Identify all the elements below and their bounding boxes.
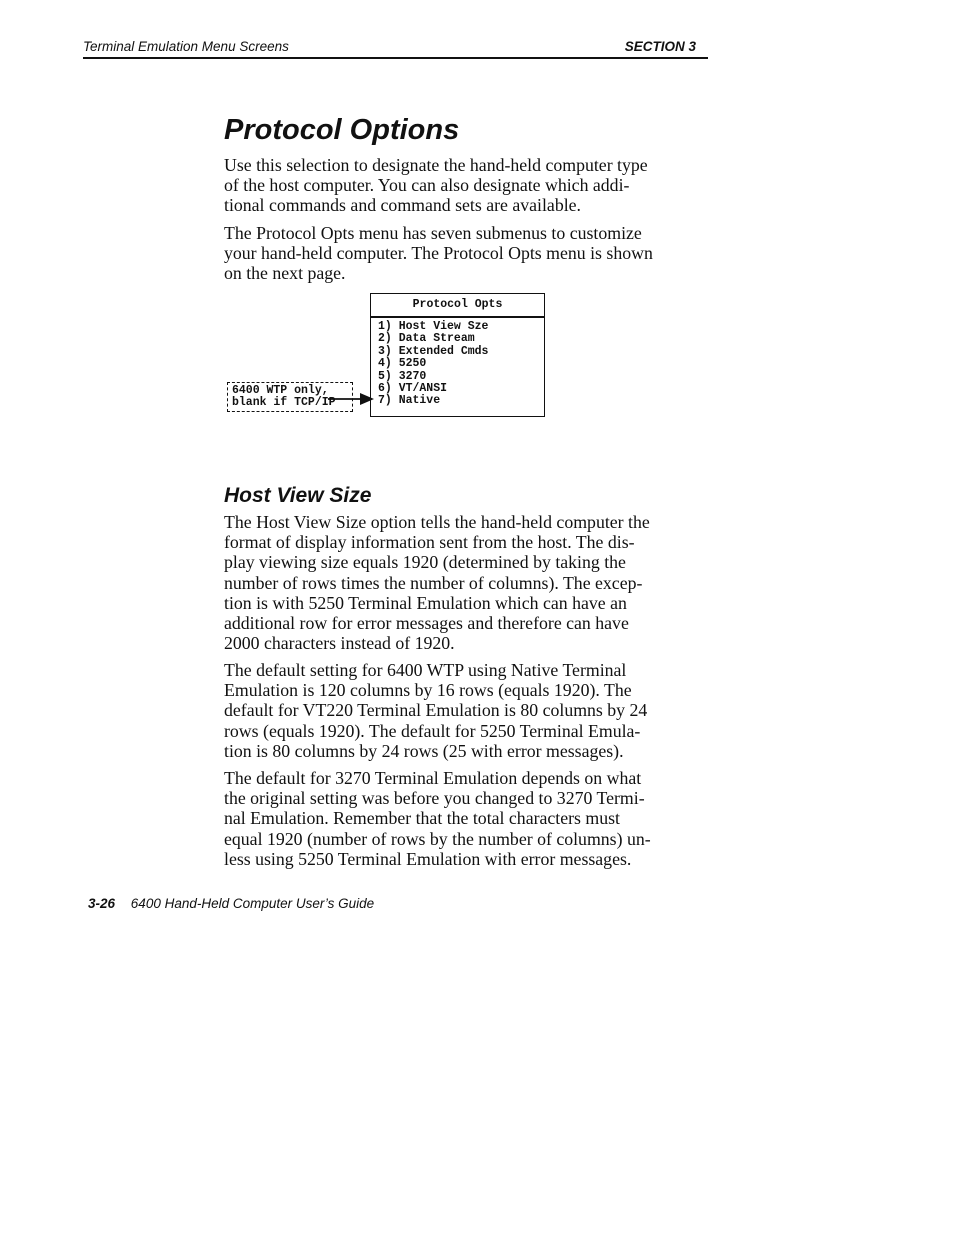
text-line: less using 5250 Terminal Emulation with error messages. bbox=[224, 848, 632, 869]
text-line: format of display information sent from the host. The dis- bbox=[224, 532, 635, 553]
text-line: number of rows times the number of columns). The excep- bbox=[224, 572, 643, 593]
menu-item-extended-cmds: 3) Extended Cmds bbox=[378, 344, 489, 358]
menu-item-vt-ansi: 6) VT/ANSI bbox=[378, 382, 448, 396]
callout-text bbox=[232, 385, 336, 410]
text-line: Emulation is 120 columns by 16 rows (equals 1920). The bbox=[224, 680, 632, 701]
text-line: 2000 characters instead of 1920. bbox=[224, 633, 455, 654]
menu-title: Protocol Opts bbox=[412, 298, 503, 311]
text-line: tion is 80 columns by 24 rows (25 with error messages). bbox=[224, 740, 624, 761]
text-line: on the next page. bbox=[224, 263, 346, 284]
menu-divider bbox=[371, 316, 544, 318]
text-line: rows (equals 1920). The default for 5250 Terminal Emula- bbox=[224, 720, 641, 741]
page-title: Protocol Options bbox=[224, 114, 460, 146]
footer-guide-title: 6400 Hand-Held Computer User’s Guide bbox=[130, 896, 375, 911]
text-line: Use this selection to designate the hand-held computer type bbox=[224, 155, 648, 175]
header-section-label: SECTION 3 bbox=[624, 39, 696, 54]
running-header bbox=[83, 38, 708, 59]
text-line: your hand-held computer. The Protocol Opts menu is shown bbox=[224, 243, 653, 264]
callout-arrow-icon bbox=[328, 392, 376, 406]
text-line: The Protocol Opts menu has seven submenus to customize bbox=[224, 223, 642, 243]
menu-item-3270: 5) 3270 bbox=[378, 369, 427, 383]
menu-item-data-stream: 2) Data Stream bbox=[378, 332, 475, 346]
callout-line: 6400 WTP only, bbox=[232, 384, 329, 397]
intro-paragraph-1 bbox=[224, 155, 708, 216]
text-line: tional commands and command sets are available. bbox=[224, 195, 581, 216]
text-line: nal Emulation. Remember that the total characters must bbox=[224, 808, 620, 829]
running-footer bbox=[88, 896, 374, 911]
section-heading: Host View Size bbox=[224, 484, 372, 507]
text-line: The default setting for 6400 WTP using Native Terminal bbox=[224, 660, 627, 680]
menu-item-host-view-size: 1) Host View Sze bbox=[378, 320, 489, 333]
text-line: play viewing size equals 1920 (determined by taking the bbox=[224, 552, 626, 573]
section-paragraph-1 bbox=[224, 512, 708, 653]
callout-line: blank if TCP/IP bbox=[232, 396, 336, 410]
text-line: the original setting was before you changed to 3270 Termi- bbox=[224, 788, 645, 809]
menu-item-native: 7) Native bbox=[378, 394, 441, 408]
page-number: 3-26 bbox=[88, 896, 116, 911]
menu-item-list bbox=[378, 321, 488, 408]
menu-item-5250: 4) 5250 bbox=[378, 357, 427, 371]
intro-paragraph-2 bbox=[224, 223, 708, 284]
text-line: of the host computer. You can also designate which addi- bbox=[224, 175, 630, 196]
header-chapter-title: Terminal Emulation Menu Screens bbox=[83, 39, 289, 54]
text-line: tion is with 5250 Terminal Emulation which can have an bbox=[224, 592, 627, 613]
text-line: The Host View Size option tells the hand-held computer the bbox=[224, 512, 650, 532]
protocol-opts-menu-screen bbox=[370, 293, 545, 417]
section-paragraph-2 bbox=[224, 660, 708, 761]
text-line: equal 1920 (number of rows by the number of columns) un- bbox=[224, 828, 651, 849]
text-line: default for VT220 Terminal Emulation is 80 columns by 24 bbox=[224, 700, 648, 721]
text-line: The default for 3270 Terminal Emulation depends on what bbox=[224, 768, 642, 788]
section-paragraph-3 bbox=[224, 768, 708, 869]
text-line: additional row for error messages and therefore can have bbox=[224, 613, 629, 634]
